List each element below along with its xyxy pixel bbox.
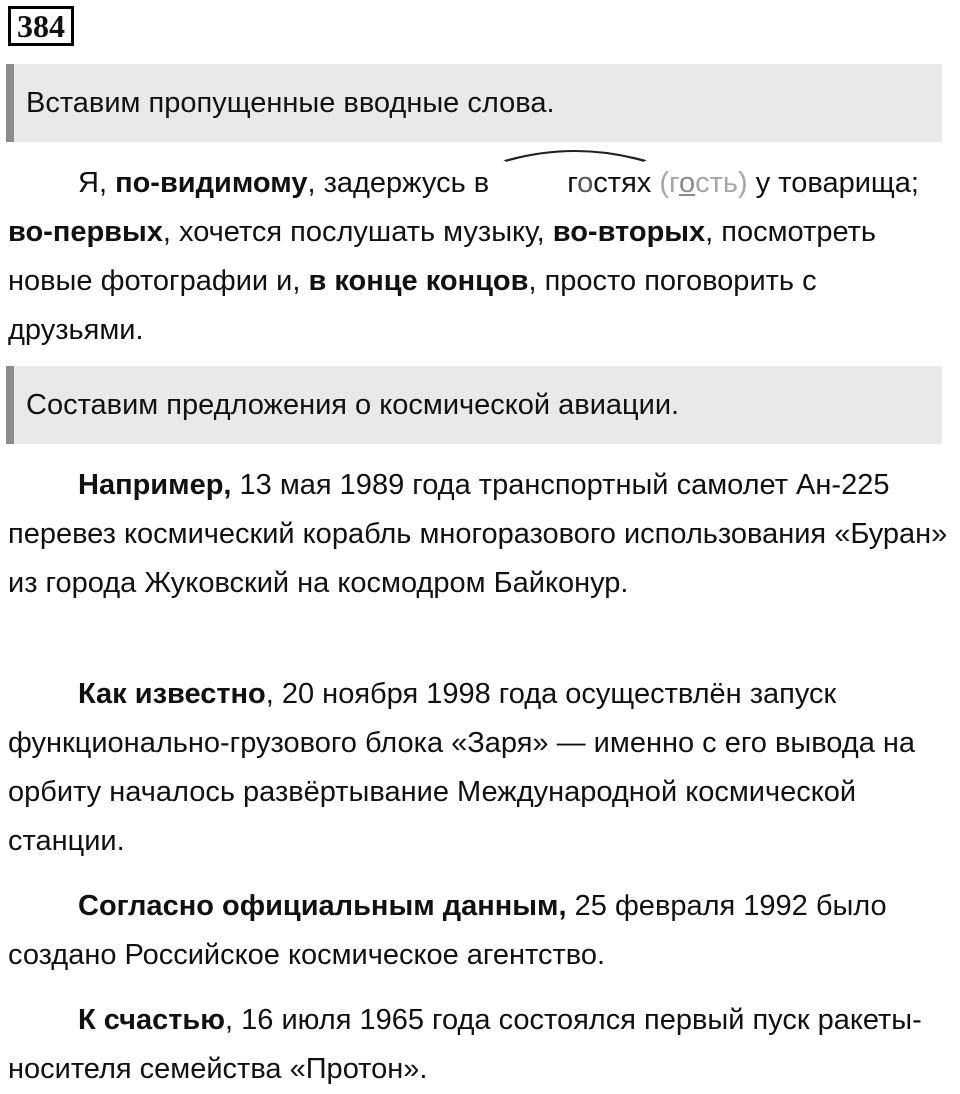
introductory-word: во-первых [8,216,163,248]
introductory-word: по-видимому [115,167,308,199]
introductory-phrase: Например, [78,469,232,501]
root-arc-icon [500,145,650,163]
instruction-text-2: Составим предложения о космической авиации. [26,389,680,421]
introductory-phrase: Как известно [78,678,266,710]
paragraph-introductory-words: Я, по-видимому, задержусь в гостях (гость) у товарища; во-первых, хочется послушать музыку, во-вторых, посмотреть новые фотографии и, в конце концов, просто поговорить с друзьями. [8,159,954,355]
example-paragraph-1: Например, 13 мая 1989 года транспортный самолет Ан-225 перевез космический корабль многоразового использования «Буран» из города Жуковский на космодром Байконур. [8,469,948,599]
instruction-bar-1 [6,64,942,142]
example-paragraph-4: К счастью, 16 июля 1965 года состоялся первый пуск ракеты-носителя семейства «Протон». [8,1004,922,1085]
introductory-word: во-вторых [552,216,706,248]
instruction-text-1: Вставим пропущенные вводные слова. [26,87,555,119]
root-marked-word: гостях [497,159,651,208]
example-paragraph-2: Как известно, 20 ноября 1998 года осуществлён запуск функционально-грузового блока «Заря» — именно с его вывода на орбиту началось развёртывание Международной космической станции. [8,678,916,857]
introductory-phrase: Согласно официальным данным, [78,890,567,922]
example-paragraph-3: Согласно официальным данным, 25 февраля 1992 было создано Российское космическое агентство. [8,890,887,971]
instruction-bar-2 [6,366,942,444]
introductory-phrase: К счастью [78,1004,226,1036]
check-word-hint: (гость) [651,167,748,199]
introductory-word: в конце концов [308,265,529,297]
task-number: 384 [8,6,74,46]
